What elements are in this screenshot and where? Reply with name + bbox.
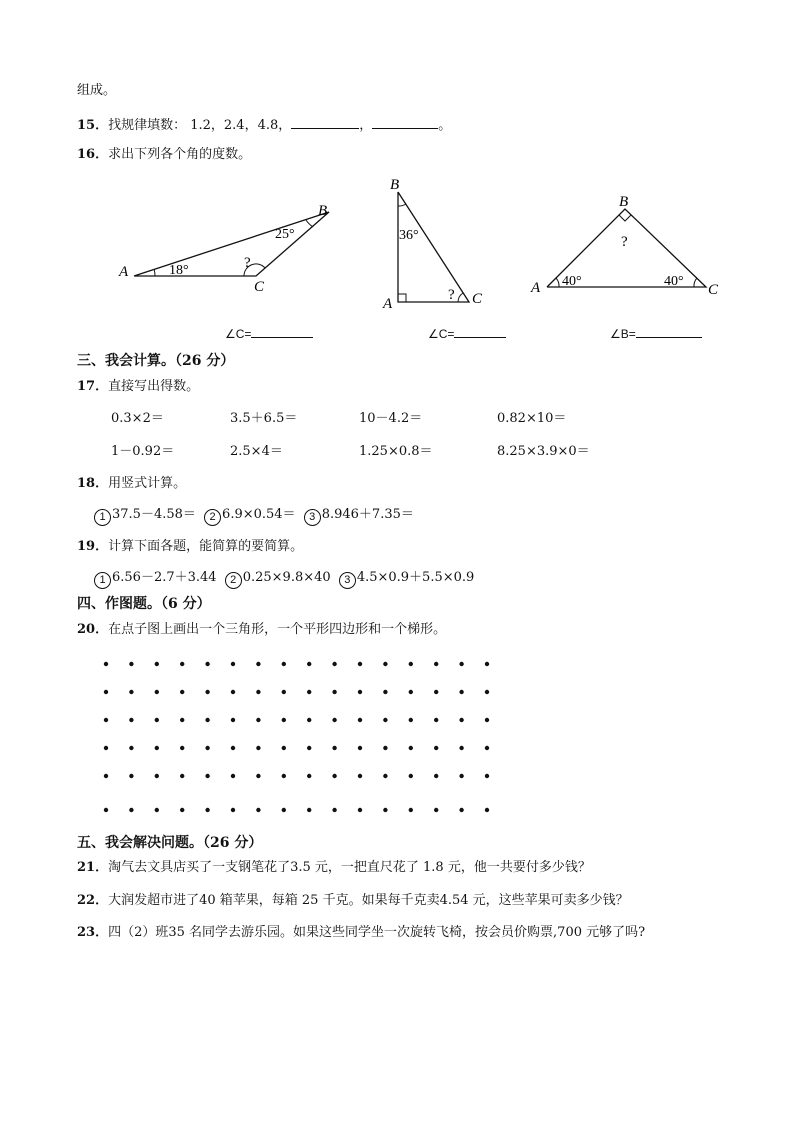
grid-dot[interactable] — [383, 690, 387, 694]
answer-angle-b — [610, 326, 702, 342]
grid-dot[interactable] — [383, 718, 387, 722]
grid-dot[interactable] — [205, 746, 209, 750]
grid-dot[interactable] — [231, 690, 235, 694]
grid-dot[interactable] — [358, 746, 362, 750]
grid-dot[interactable] — [434, 746, 438, 750]
grid-dot[interactable] — [104, 808, 108, 812]
grid-dot[interactable] — [358, 690, 362, 694]
expression: 8.946＋7.35＝ — [321, 507, 414, 522]
grid-dot[interactable] — [459, 746, 463, 750]
vertex-label-b: B — [318, 203, 328, 219]
grid-dot[interactable] — [256, 718, 260, 722]
grid-dot[interactable] — [282, 718, 286, 722]
grid-dot[interactable] — [282, 662, 286, 666]
vertical-calc-2 — [204, 506, 296, 526]
grid-dot[interactable] — [155, 662, 159, 666]
grid-dot[interactable] — [332, 662, 336, 666]
grid-dot[interactable] — [358, 774, 362, 778]
question-15 — [77, 115, 451, 135]
question-text: 直接写出得数。 — [108, 379, 200, 394]
triangle-3-angle-c-arc — [694, 278, 697, 287]
grid-dot[interactable] — [409, 718, 413, 722]
mental-calc-6: 2.5×4＝ — [230, 444, 283, 459]
item-mark: 2 — [225, 572, 242, 589]
grid-dot[interactable] — [231, 808, 235, 812]
mental-calc-8: 8.25×3.9×0＝ — [497, 444, 590, 459]
answer-angle-c-1 — [225, 326, 313, 342]
question-text: 在点子图上画出一个三角形，一个平形四边形和一个梯形。 — [108, 622, 447, 637]
grid-dot[interactable] — [307, 746, 311, 750]
answer-blank[interactable] — [636, 326, 702, 338]
grid-dot[interactable] — [104, 690, 108, 694]
triangle-2-outline — [398, 192, 469, 302]
section-title-5: 五、我会解决问题。（26 分） — [77, 835, 263, 851]
grid-dot[interactable] — [485, 746, 489, 750]
grid-dot[interactable] — [155, 774, 159, 778]
grid-dot[interactable] — [485, 718, 489, 722]
grid-dot[interactable] — [383, 774, 387, 778]
grid-dot[interactable] — [129, 662, 133, 666]
grid-dot[interactable] — [180, 690, 184, 694]
grid-dot[interactable] — [282, 774, 286, 778]
grid-dot[interactable] — [129, 718, 133, 722]
simplify-calc-1 — [94, 569, 217, 589]
grid-dot[interactable] — [383, 746, 387, 750]
vertical-calc-3 — [304, 506, 414, 526]
grid-dot[interactable] — [485, 808, 489, 812]
vertical-calc-1 — [94, 506, 196, 526]
question-number: 21． — [77, 860, 109, 875]
triangle-1-angle-a-arc — [154, 269, 155, 276]
expression: 6.56－2.7＋3.44 — [112, 570, 217, 585]
grid-dot[interactable] — [383, 662, 387, 666]
grid-dot[interactable] — [205, 690, 209, 694]
answer-angle-c-2 — [428, 326, 506, 342]
triangle-figures — [0, 172, 794, 322]
mental-calc-7: 1.25×0.8＝ — [359, 444, 433, 459]
vertex-label-c: C — [254, 279, 265, 295]
period: 。 — [438, 118, 452, 133]
grid-dot[interactable] — [358, 662, 362, 666]
mental-calc-2: 3.5＋6.5＝ — [230, 411, 298, 426]
grid-dot[interactable] — [205, 662, 209, 666]
vertex-label-c: C — [708, 282, 719, 298]
mental-calc-5: 1－0.92＝ — [111, 444, 175, 459]
grid-dot[interactable] — [129, 690, 133, 694]
section-title-3: 三、我会计算。（26 分） — [77, 353, 235, 369]
triangle-2-angle-b-arc — [398, 204, 406, 206]
question-number: 19． — [77, 539, 109, 554]
grid-dot[interactable] — [459, 690, 463, 694]
grid-dot[interactable] — [180, 662, 184, 666]
angle-a-value: 18° — [169, 263, 189, 278]
mental-calc-3: 10－4.2＝ — [359, 411, 423, 426]
triangle-1-angle-b-arc — [306, 220, 313, 227]
grid-dot[interactable] — [256, 662, 260, 666]
vertex-label-c: C — [472, 291, 483, 307]
grid-dot[interactable] — [282, 746, 286, 750]
grid-dot[interactable] — [358, 808, 362, 812]
grid-dot[interactable] — [231, 746, 235, 750]
grid-dot[interactable] — [205, 808, 209, 812]
grid-dot[interactable] — [332, 808, 336, 812]
grid-dot[interactable] — [485, 690, 489, 694]
triangle-3 — [530, 194, 719, 298]
grid-dot[interactable] — [409, 690, 413, 694]
dot-grid[interactable] — [0, 650, 794, 830]
grid-dot[interactable] — [256, 746, 260, 750]
question-number: 16． — [77, 147, 109, 162]
grid-dot[interactable] — [383, 808, 387, 812]
question-text: 四（2）班35 名同学去游乐园。如果这些同学坐一次旋转飞椅，按会员价购票,700 元够了吗? — [108, 925, 646, 940]
question-number: 20． — [77, 622, 109, 637]
angle-a-value: 40° — [562, 274, 582, 289]
vertex-label-a: A — [119, 264, 129, 280]
grid-dot[interactable] — [205, 774, 209, 778]
item-mark: 3 — [339, 572, 356, 589]
answer-label: ∠B= — [610, 327, 636, 341]
answer-label: ∠C= — [428, 327, 455, 341]
answer-label: ∠C= — [225, 327, 252, 341]
grid-dot[interactable] — [459, 718, 463, 722]
grid-dot[interactable] — [332, 690, 336, 694]
triangle-1-outline — [134, 212, 329, 276]
question-23 — [77, 924, 645, 942]
grid-dot[interactable] — [104, 662, 108, 666]
grid-dot[interactable] — [409, 662, 413, 666]
vertex-label-a: A — [531, 280, 541, 296]
item-mark: 1 — [94, 509, 111, 526]
unknown-angle-mark: ? — [244, 255, 251, 271]
grid-dot[interactable] — [434, 808, 438, 812]
grid-dot[interactable] — [256, 690, 260, 694]
grid-dot[interactable] — [485, 662, 489, 666]
item-mark: 3 — [304, 509, 321, 526]
answer-blank-2[interactable] — [372, 115, 438, 129]
simplify-calc-items — [94, 569, 478, 589]
grid-dot[interactable] — [155, 718, 159, 722]
mental-calc-4: 0.82×10＝ — [497, 411, 567, 426]
grid-dot[interactable] — [307, 690, 311, 694]
vertex-label-b: B — [619, 194, 629, 210]
expression: 6.9×0.54＝ — [222, 507, 296, 522]
grid-dot[interactable] — [129, 774, 133, 778]
item-mark: 1 — [94, 572, 111, 589]
grid-dot[interactable] — [307, 808, 311, 812]
question-text: 用竖式计算。 — [108, 476, 187, 491]
grid-dot[interactable] — [231, 774, 235, 778]
grid-dot[interactable] — [409, 808, 413, 812]
grid-dot[interactable] — [307, 718, 311, 722]
vertex-label-b: B — [390, 177, 400, 193]
separator: ， — [359, 118, 373, 133]
vertex-label-a: A — [383, 296, 393, 312]
angle-c-value: 40° — [664, 274, 684, 289]
question-18 — [77, 475, 186, 493]
grid-dot[interactable] — [409, 774, 413, 778]
grid-dot[interactable] — [307, 662, 311, 666]
grid-dot[interactable] — [459, 662, 463, 666]
expression: 37.5－4.58＝ — [112, 507, 196, 522]
expression: 4.5×0.9＋5.5×0.9 — [356, 570, 475, 585]
question-text: 找规律填数： 1.2，2.4，4.8， — [108, 118, 292, 133]
grid-dot[interactable] — [180, 718, 184, 722]
grid-dot[interactable] — [180, 774, 184, 778]
question-22 — [77, 892, 629, 910]
triangle-1 — [118, 203, 329, 295]
question-text: 计算下面各题，能简算的要简算。 — [108, 539, 304, 554]
grid-dot[interactable] — [104, 718, 108, 722]
simplify-calc-3 — [339, 569, 474, 589]
grid-dot[interactable] — [256, 774, 260, 778]
grid-dot[interactable] — [104, 774, 108, 778]
grid-dot[interactable] — [282, 808, 286, 812]
answer-blank[interactable] — [454, 326, 506, 338]
intro-text: 组成。 — [77, 83, 117, 98]
grid-dot[interactable] — [129, 808, 133, 812]
question-number: 15． — [77, 118, 109, 133]
grid-dot[interactable] — [180, 808, 184, 812]
question-17 — [77, 378, 199, 396]
grid-dot[interactable] — [434, 774, 438, 778]
triangle-2 — [382, 177, 483, 312]
vertical-calc-items — [94, 506, 418, 526]
grid-dot[interactable] — [180, 746, 184, 750]
grid-dot[interactable] — [129, 746, 133, 750]
triangle-3-angle-a-arc — [556, 278, 559, 287]
grid-dot[interactable] — [459, 774, 463, 778]
triangle-2-angle-c-arc — [458, 293, 463, 302]
grid-dot[interactable] — [434, 718, 438, 722]
grid-dot[interactable] — [332, 774, 336, 778]
grid-dot[interactable] — [358, 718, 362, 722]
right-angle-mark — [398, 294, 406, 302]
question-19 — [77, 538, 303, 556]
question-text: 大润发超市进了40 箱苹果，每箱 25 千克。如果每千克卖4.54 元，这些苹果可卖多少钱？ — [108, 893, 629, 908]
right-angle-mark — [619, 215, 631, 221]
question-20 — [77, 621, 446, 639]
grid-dot[interactable] — [155, 746, 159, 750]
grid-dot[interactable] — [104, 746, 108, 750]
grid-dot[interactable] — [231, 662, 235, 666]
unknown-angle-mark: ? — [621, 234, 628, 250]
expression: 0.25×9.8×40 — [242, 570, 331, 585]
section-title-4: 四、作图题。（6 分） — [77, 596, 211, 612]
grid-dot[interactable] — [155, 690, 159, 694]
angle-b-value: 36° — [399, 228, 419, 243]
answer-blank[interactable] — [251, 326, 313, 338]
grid-dot[interactable] — [332, 746, 336, 750]
item-mark: 2 — [204, 509, 221, 526]
grid-dot[interactable] — [434, 690, 438, 694]
grid-dot[interactable] — [485, 774, 489, 778]
answer-blank-1[interactable] — [291, 115, 359, 129]
grid-dot[interactable] — [307, 774, 311, 778]
grid-dot[interactable] — [256, 808, 260, 812]
simplify-calc-2 — [225, 569, 331, 589]
grid-dot[interactable] — [434, 662, 438, 666]
angle-b-value: 25° — [275, 227, 295, 242]
grid-dot[interactable] — [282, 690, 286, 694]
question-number: 17． — [77, 379, 109, 394]
grid-dot[interactable] — [332, 718, 336, 722]
grid-dot[interactable] — [155, 808, 159, 812]
question-21 — [77, 859, 591, 877]
grid-dot[interactable] — [459, 808, 463, 812]
question-number: 22． — [77, 893, 109, 908]
unknown-angle-mark: ? — [448, 287, 455, 303]
question-number: 23． — [77, 925, 109, 940]
mental-calc-1: 0.3×2＝ — [111, 411, 164, 426]
question-text: 求出下列各个角的度数。 — [108, 147, 252, 162]
question-text: 淘气去文具店买了一支钢笔花了3.5 元，一把直尺花了 1.8 元，他一共要付多少钱？ — [108, 860, 591, 875]
question-16 — [77, 146, 251, 164]
grid-dot[interactable] — [231, 718, 235, 722]
grid-dot[interactable] — [205, 718, 209, 722]
grid-dot[interactable] — [409, 746, 413, 750]
question-number: 18． — [77, 476, 109, 491]
